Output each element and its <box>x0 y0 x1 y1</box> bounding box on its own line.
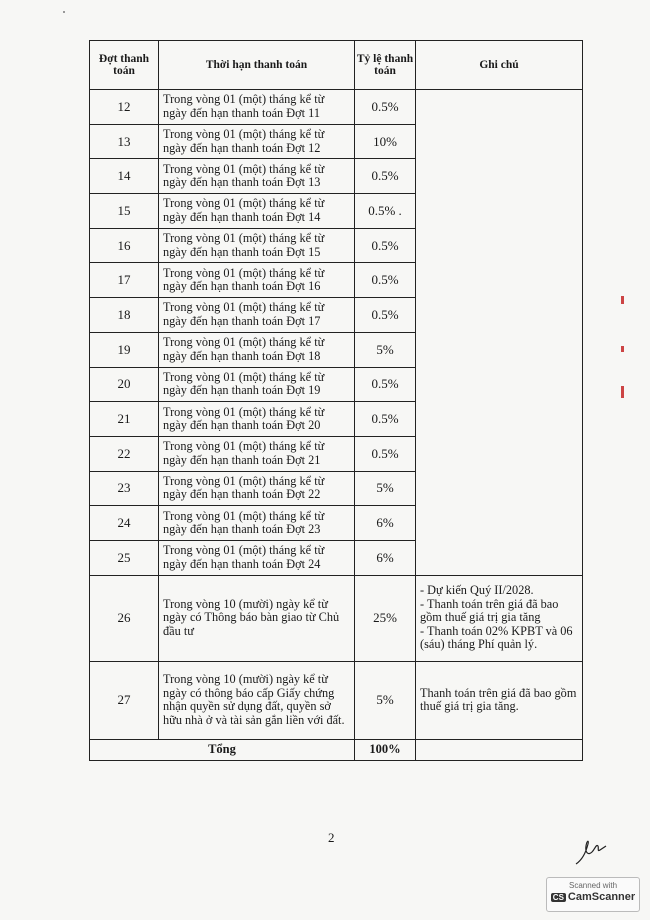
payment-term: Trong vòng 01 (một) tháng kể từ ngày đến hạn thanh toán Đợt 20 <box>159 402 355 437</box>
notes-cell <box>416 575 583 661</box>
total-row <box>90 739 583 760</box>
scan-artifact <box>621 386 624 398</box>
header-term: Thời hạn thanh toán <box>159 41 355 90</box>
installment-number: 26 <box>90 575 159 661</box>
header-ratio: Tỷ lệ thanh toán <box>355 41 416 90</box>
installment-number: 20 <box>90 367 159 402</box>
header-notes: Ghi chú <box>416 41 583 90</box>
installment-number: 16 <box>90 228 159 263</box>
installment-number: 18 <box>90 298 159 333</box>
installment-number: 23 <box>90 471 159 506</box>
payment-term: Trong vòng 01 (một) tháng kể từ ngày đến hạn thanh toán Đợt 23 <box>159 506 355 541</box>
payment-ratio: 0.5% <box>355 298 416 333</box>
installment-number: 17 <box>90 263 159 298</box>
payment-ratio: 10% <box>355 124 416 159</box>
total-notes-empty <box>416 739 583 760</box>
page-number: 2 <box>328 830 335 845</box>
notes-cell: Thanh toán trên giá đã bao gồm thuế giá trị gia tăng. <box>416 661 583 739</box>
payment-ratio: 5% <box>355 471 416 506</box>
total-label: Tổng <box>90 739 355 760</box>
payment-term: Trong vòng 01 (một) tháng kể từ ngày đến hạn thanh toán Đợt 13 <box>159 159 355 194</box>
payment-term: Trong vòng 10 (mười) ngày kể từ ngày có thông báo cấp Giấy chứng nhận quyền sử dụng đất, quyền sở hữu nhà ở và tài sản gắn liền với đất. <box>159 661 355 739</box>
payment-term: Trong vòng 01 (một) tháng kể từ ngày đến hạn thanh toán Đợt 24 <box>159 540 355 575</box>
signature-scribble <box>572 830 612 870</box>
payment-term: Trong vòng 01 (một) tháng kể từ ngày đến hạn thanh toán Đợt 21 <box>159 436 355 471</box>
payment-ratio: 6% <box>355 540 416 575</box>
installment-number: 22 <box>90 436 159 471</box>
payment-term: Trong vòng 01 (một) tháng kể từ ngày đến hạn thanh toán Đợt 17 <box>159 298 355 333</box>
watermark-caption: Scanned with <box>568 881 618 890</box>
installment-number: 27 <box>90 661 159 739</box>
payment-term: Trong vòng 01 (một) tháng kể từ ngày đến hạn thanh toán Đợt 18 <box>159 332 355 367</box>
note-line: - Dự kiến Quý II/2028. <box>420 583 534 598</box>
scan-artifact <box>621 296 624 304</box>
payment-ratio: 25% <box>355 575 416 661</box>
payment-schedule-table <box>89 40 583 761</box>
payment-ratio: 0.5% <box>355 159 416 194</box>
installment-number: 12 <box>90 90 159 125</box>
table-row <box>90 661 583 739</box>
payment-ratio: 5% <box>355 332 416 367</box>
watermark-brand <box>547 891 639 903</box>
payment-ratio: 0.5% <box>355 402 416 437</box>
payment-ratio: 0.5% . <box>355 194 416 229</box>
scan-artifact <box>621 346 624 352</box>
payment-term: Trong vòng 01 (một) tháng kể từ ngày đến hạn thanh toán Đợt 11 <box>159 90 355 125</box>
payment-term: Trong vòng 01 (một) tháng kể từ ngày đến hạn thanh toán Đợt 14 <box>159 194 355 229</box>
scan-dot <box>63 11 65 13</box>
watermark-brand-label: CamScanner <box>567 891 636 903</box>
payment-ratio: 0.5% <box>355 90 416 125</box>
payment-term: Trong vòng 01 (một) tháng kể từ ngày đến hạn thanh toán Đợt 15 <box>159 228 355 263</box>
camscanner-watermark <box>546 877 640 912</box>
payment-term: Trong vòng 01 (một) tháng kể từ ngày đến hạn thanh toán Đợt 12 <box>159 124 355 159</box>
notes-cell-empty <box>416 90 583 576</box>
payment-ratio: 0.5% <box>355 367 416 402</box>
payment-ratio: 0.5% <box>355 436 416 471</box>
installment-number: 15 <box>90 194 159 229</box>
total-ratio: 100% <box>355 739 416 760</box>
payment-term: Trong vòng 10 (mười) ngày kể từ ngày có Thông báo bàn giao từ Chủ đầu tư <box>159 575 355 661</box>
camscanner-icon: CS <box>552 893 564 902</box>
installment-number: 19 <box>90 332 159 367</box>
installment-number: 25 <box>90 540 159 575</box>
payment-term: Trong vòng 01 (một) tháng kể từ ngày đến hạn thanh toán Đợt 22 <box>159 471 355 506</box>
table-row <box>90 575 583 661</box>
installment-number: 24 <box>90 506 159 541</box>
payment-term: Trong vòng 01 (một) tháng kể từ ngày đến hạn thanh toán Đợt 16 <box>159 263 355 298</box>
payment-ratio: 6% <box>355 506 416 541</box>
payment-ratio: 0.5% <box>355 263 416 298</box>
payment-ratio: 0.5% <box>355 228 416 263</box>
note-line: - Thanh toán 02% KPBT và 06 (sáu) tháng Phí quản lý. <box>420 623 573 652</box>
header-installment: Đợt thanh toán <box>90 41 159 90</box>
installment-number: 13 <box>90 124 159 159</box>
installment-number: 14 <box>90 159 159 194</box>
table-row <box>90 90 583 125</box>
payment-ratio: 5% <box>355 661 416 739</box>
note-line: - Thanh toán trên giá đã bao gồm thuế giá trị gia tăng <box>420 596 559 625</box>
table-header-row <box>90 41 583 90</box>
payment-term: Trong vòng 01 (một) tháng kể từ ngày đến hạn thanh toán Đợt 19 <box>159 367 355 402</box>
installment-number: 21 <box>90 402 159 437</box>
